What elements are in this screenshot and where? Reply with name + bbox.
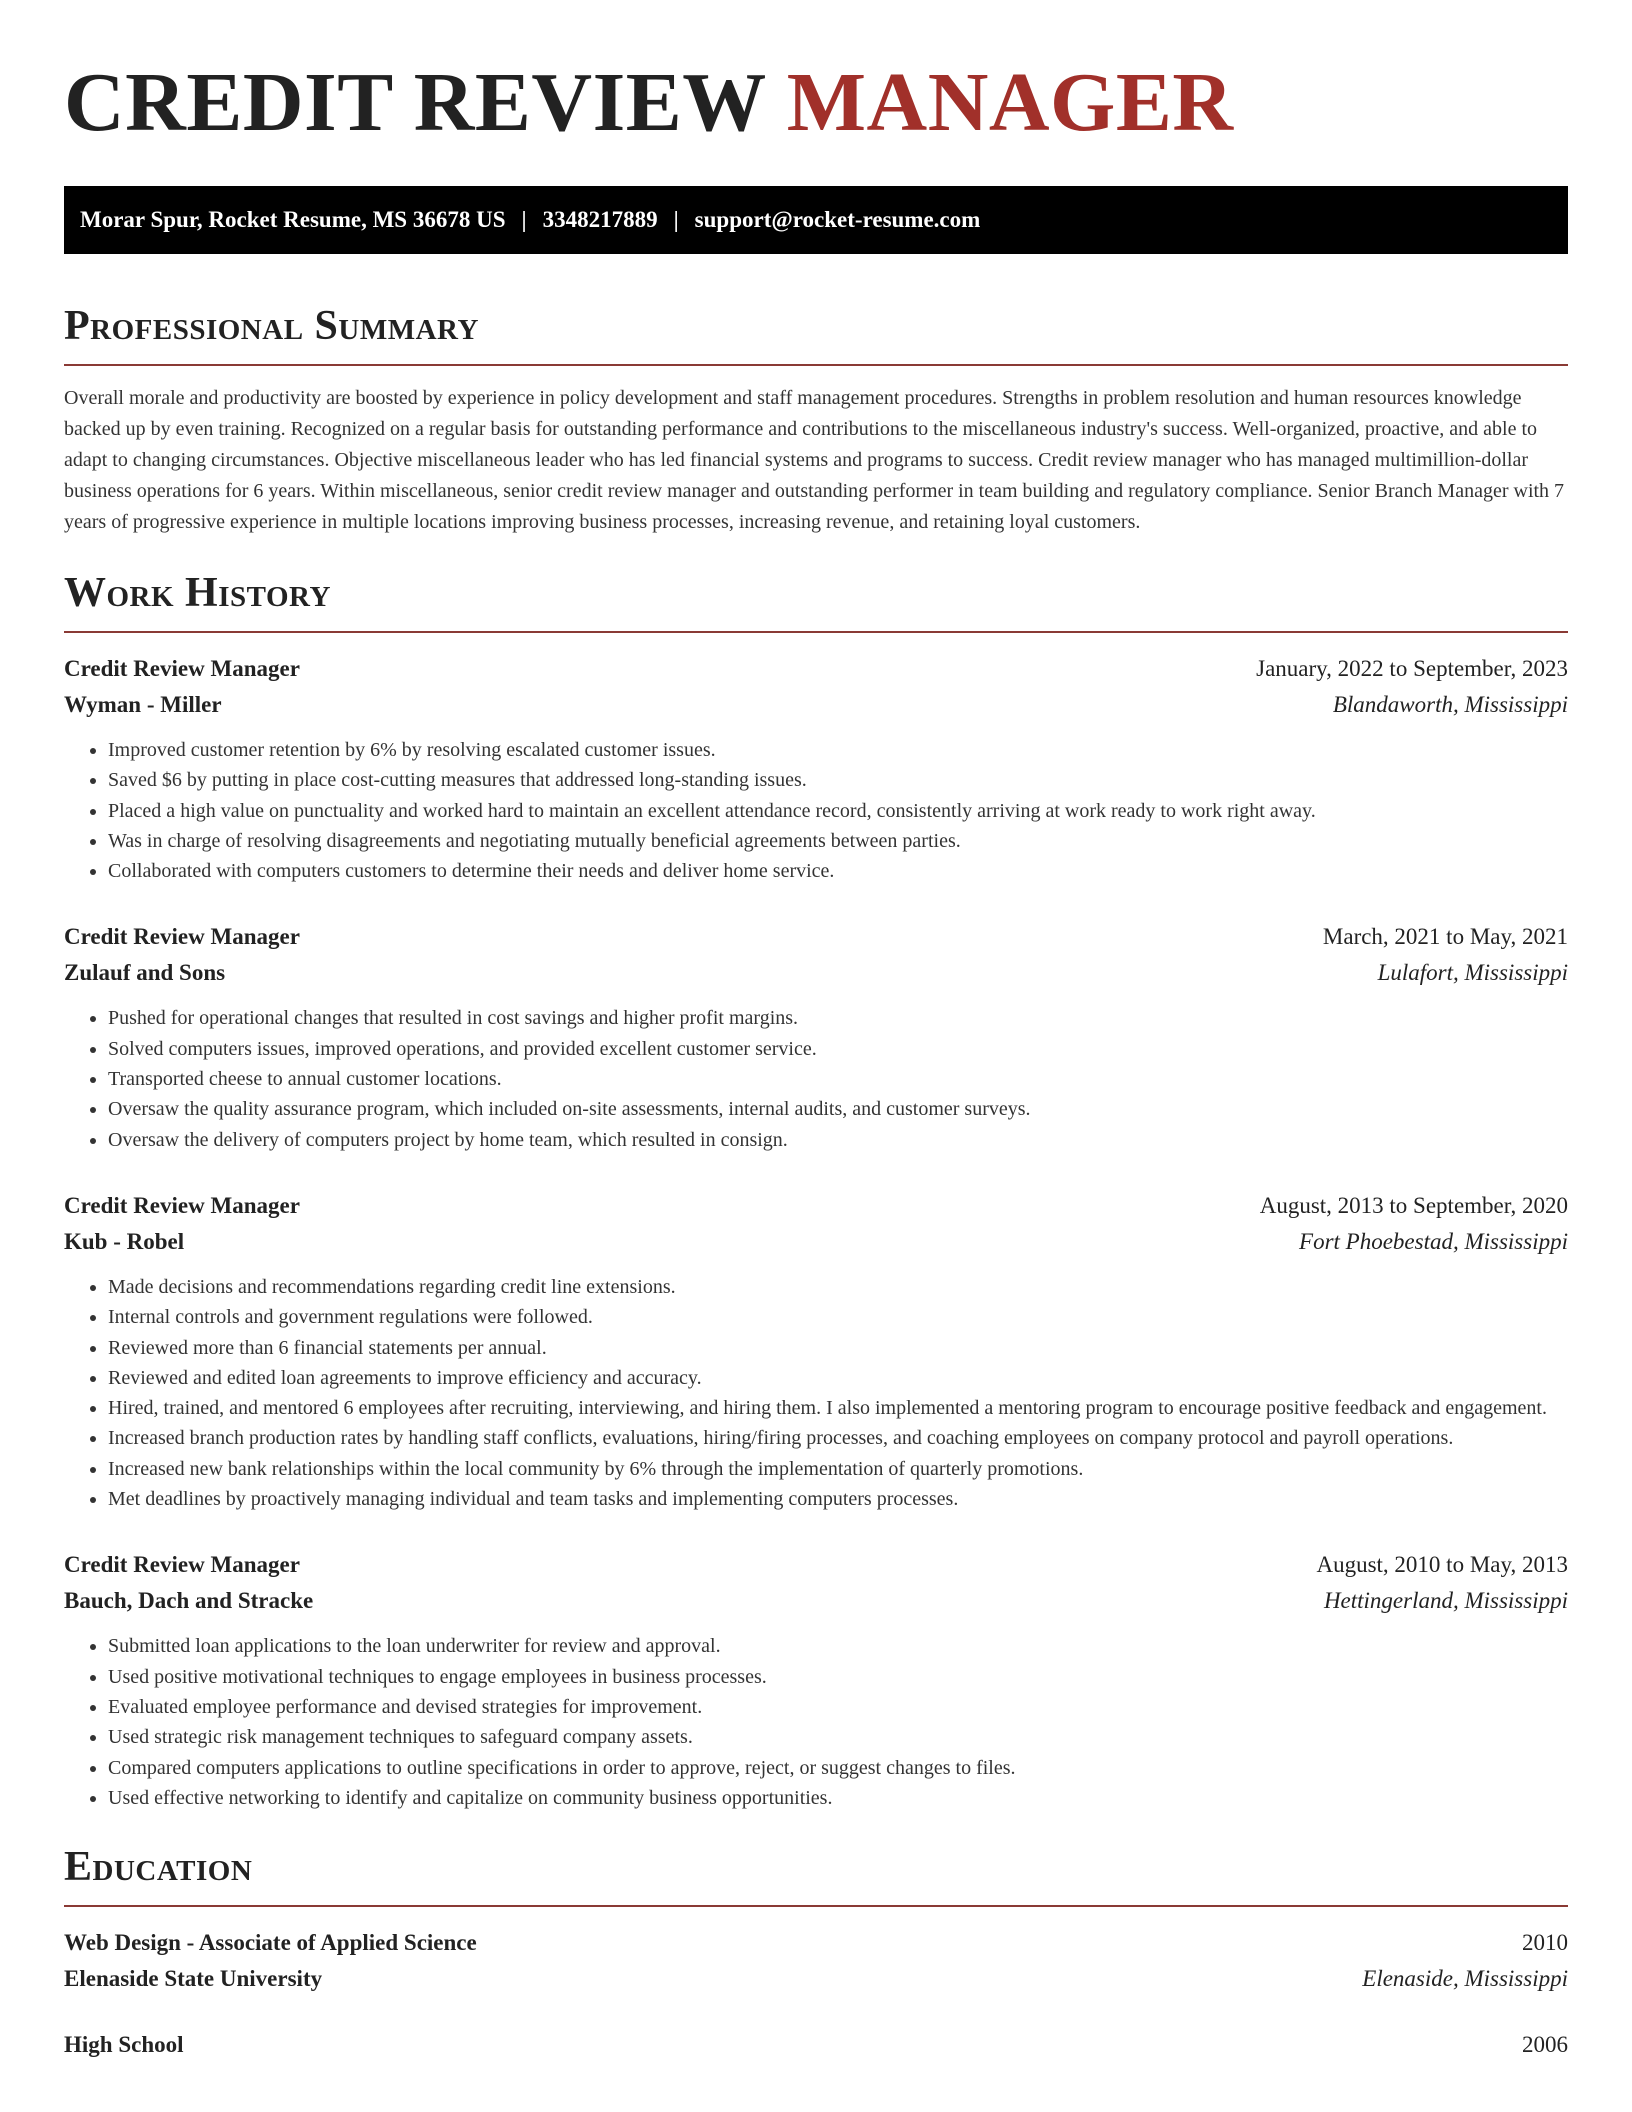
job-title: Credit Review Manager (64, 924, 300, 950)
job-bullet: • Oversaw the delivery of computers project by home team, which resulted in consign. (108, 1125, 1568, 1155)
job-bullet: • Submitted loan applications to the loan underwriter for review and approval. (108, 1631, 1568, 1661)
job-company: Bauch, Dach and Stracke (64, 1588, 314, 1614)
job-entry (64, 919, 1568, 1154)
job-bullet: • Was in charge of resolving disagreements and negotiating mutually beneficial agreements between parties. (108, 826, 1568, 856)
job-entry (64, 1188, 1568, 1514)
job-bullets (64, 735, 1568, 886)
job-bullet: • Used positive motivational techniques to engage employees in business processes. (108, 1662, 1568, 1692)
section-divider (64, 364, 1568, 366)
section-divider (64, 631, 1568, 633)
job-bullets (64, 1272, 1568, 1514)
job-bullet: • Transported cheese to annual customer locations. (108, 1064, 1568, 1094)
job-bullet: • Used strategic risk management techniques to safeguard company assets. (108, 1722, 1568, 1752)
job-location: Lulafort, Mississippi (1377, 960, 1568, 986)
job-bullet: • Reviewed more than 6 financial statements per annual. (108, 1333, 1568, 1363)
contact-separator: | (673, 207, 679, 232)
job-location: Blandaworth, Mississippi (1332, 692, 1568, 717)
job-bullet: • Increased branch production rates by handling staff conflicts, evaluations, hiring/firing processes, and coaching employees on company protocol and payroll operations. (108, 1423, 1568, 1453)
contact-phone: 3348217889 (542, 207, 658, 232)
section-heading-summary: Professional Summary (64, 303, 479, 349)
education-degree: High School (64, 2032, 184, 2058)
job-bullet: • Reviewed and edited loan agreements to improve efficiency and accuracy. (108, 1363, 1568, 1393)
education-school: Elenaside State University (64, 1966, 323, 1992)
section-divider (64, 1905, 1568, 1907)
job-bullets (64, 1631, 1568, 1813)
job-location: Fort Phoebestad, Mississippi (1299, 1228, 1568, 1254)
education-year: 2006 (1522, 2032, 1568, 2058)
job-entry (64, 651, 1568, 886)
contact-bar (64, 186, 1568, 254)
job-bullet: • Evaluated employee performance and devised strategies for improvement. (108, 1692, 1568, 1722)
section-heading-education: Education (64, 1844, 253, 1891)
job-title: Credit Review Manager (64, 656, 300, 681)
job-company: Kub - Robel (64, 1228, 185, 1254)
job-bullet: • Internal controls and government regulations were followed. (108, 1302, 1568, 1332)
education-entry (64, 2027, 1568, 2063)
contact-address: Morar Spur, Rocket Resume, MS 36678 US (80, 207, 506, 232)
job-bullets (64, 1003, 1568, 1154)
job-entry (64, 1547, 1568, 1813)
job-bullet: • Pushed for operational changes that resulted in cost savings and higher profit margins. (108, 1003, 1568, 1033)
work-history-section (64, 567, 1568, 1813)
job-bullet: • Collaborated with computers customers to determine their needs and deliver home service. (108, 856, 1568, 886)
job-dates: August, 2013 to September, 2020 (1259, 1192, 1568, 1218)
summary-text: Overall morale and productivity are boosted by experience in policy development and staff management procedures. Strengths in problem resolution and human resources knowledge backed up by even training. Recognized on a regular basis for outstanding performance and contributions to the miscellaneous industry's success. Well-organized, proactive, and able to adapt to changing circumstances. Objective miscellaneous leader who has led financial systems and programs to success. Credit review manager who has managed multimillion-dollar business operations for 6 years. Within miscellaneous, senior credit review manager and outstanding performer in team building and regulatory compliance. Senior Branch Manager with 7 years of progressive experience in multiple locations improving business processes, increasing revenue, and retaining loyal customers. (64, 387, 1565, 533)
contact-email: support@rocket-resume.com (694, 207, 981, 232)
job-bullet: • Oversaw the quality assurance program, which included on-site assessments, internal audits, and customer surveys. (108, 1094, 1568, 1124)
name-part-1: CREDIT REVIEW (64, 56, 766, 149)
education-location: Elenaside, Mississippi (1362, 1966, 1568, 1992)
job-bullet: • Made decisions and recommendations regarding credit line extensions. (108, 1272, 1568, 1302)
job-bullet: • Used effective networking to identify and capitalize on community business opportunities. (108, 1783, 1568, 1813)
resume-name-heading (64, 56, 1568, 150)
job-bullet: • Met deadlines by proactively managing individual and team tasks and implementing computers processes. (108, 1484, 1568, 1514)
job-bullet: • Hired, trained, and mentored 6 employees after recruiting, interviewing, and hiring them. I also implemented a mentoring program to encourage positive feedback and engagement. (108, 1393, 1568, 1423)
job-bullet: • Placed a high value on punctuality and worked hard to maintain an excellent attendance record, consistently arriving at work ready to work right away. (108, 796, 1568, 826)
education-section (64, 1841, 1568, 2063)
job-bullet: • Increased new bank relationships within the local community by 6% through the implementation of quarterly promotions. (108, 1454, 1568, 1484)
job-dates: March, 2021 to May, 2021 (1322, 924, 1568, 950)
professional-summary-section (64, 300, 1568, 538)
job-dates: January, 2022 to September, 2023 (1256, 656, 1568, 681)
job-dates: August, 2010 to May, 2013 (1316, 1552, 1568, 1578)
education-degree: Web Design - Associate of Applied Science (64, 1930, 477, 1956)
job-title: Credit Review Manager (64, 1552, 300, 1578)
job-bullet: • Improved customer retention by 6% by resolving escalated customer issues. (108, 735, 1568, 765)
job-bullet: • Solved computers issues, improved operations, and provided excellent customer service. (108, 1034, 1568, 1064)
job-bullet: • Compared computers applications to outline specifications in order to approve, reject, or suggest changes to files. (108, 1753, 1568, 1783)
job-company: Wyman - Miller (64, 692, 222, 717)
job-company: Zulauf and Sons (64, 960, 226, 986)
job-title: Credit Review Manager (64, 1192, 300, 1218)
education-year: 2010 (1522, 1930, 1568, 1956)
job-location: Hettingerland, Mississippi (1323, 1588, 1568, 1614)
name-part-2: MANAGER (786, 56, 1234, 149)
job-bullet: • Saved $6 by putting in place cost-cutting measures that addressed long-standing issues. (108, 765, 1568, 795)
section-heading-work: Work History (64, 570, 331, 616)
contact-separator: | (521, 207, 527, 232)
education-entry (64, 1925, 1568, 1997)
